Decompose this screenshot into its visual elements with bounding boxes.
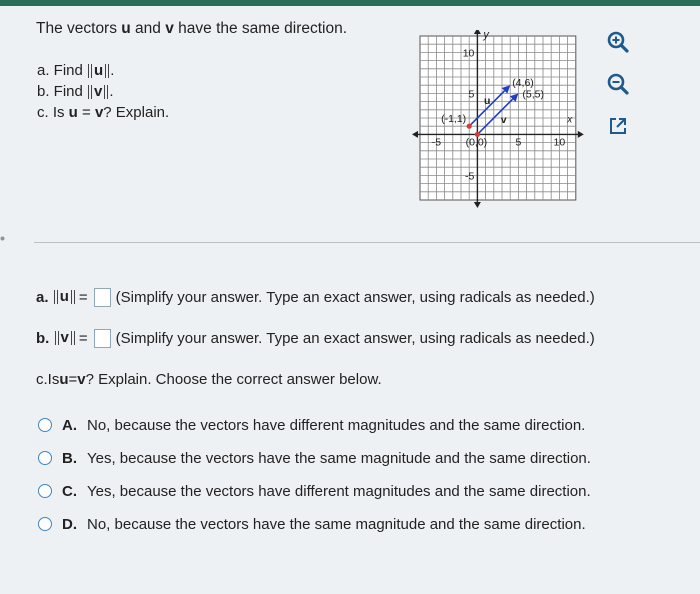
norm-v: v — [88, 85, 108, 99]
norm-u: u — [88, 64, 109, 78]
zoom-out-button[interactable] — [604, 70, 632, 98]
answer-a-row: a. u = (Simplify your answer. Type an exact answer, using radicals as needed.) — [36, 288, 595, 306]
question-parts — [37, 60, 169, 123]
vector-v-label: v — [500, 113, 507, 126]
y-axis-arrow-up — [474, 30, 481, 34]
answer-c-row: c. Is u = v ? Explain. Choose the correct answer below. — [36, 370, 382, 388]
choice-a-radio[interactable] — [38, 418, 52, 432]
x-axis-label: x — [567, 114, 573, 126]
answer-b-hint: (Simplify your answer. Type an exact answer, using radicals as needed.) — [115, 329, 595, 347]
vector-v-symbol: v — [165, 20, 174, 37]
tick-label-y-10: 10 — [462, 47, 475, 60]
tick-label-y-5: 5 — [468, 88, 475, 101]
zoom-in-icon — [604, 28, 632, 56]
question-prompt: The vectors u and v have the same direction. — [36, 20, 348, 37]
point-label-5-5: (5,5) — [522, 88, 544, 101]
choice-a-text: No, because the vectors have different magnitudes and the same direction. — [87, 416, 586, 434]
tick-label-y-neg5: -5 — [465, 170, 475, 183]
point-label-neg1-1: (-1,1) — [441, 113, 467, 126]
vector-u-symbol: u — [121, 20, 131, 37]
answer-b-input[interactable] — [94, 329, 111, 348]
zoom-in-button[interactable] — [604, 28, 632, 56]
answer-a-hint: (Simplify your answer. Type an exact answer, using radicals as needed.) — [115, 288, 595, 306]
question-area — [0, 6, 700, 246]
answer-norm-u: u — [54, 290, 75, 304]
choice-b-text: Yes, because the vectors have the same magnitude and the same direction. — [87, 449, 591, 467]
vector-graph — [412, 30, 590, 216]
answer-choices — [38, 414, 591, 546]
choice-c-radio[interactable] — [38, 484, 52, 498]
answer-b-row: b. v = (Simplify your answer. Type an exact answer, using radicals as needed.) — [36, 329, 595, 347]
choice-d[interactable]: D. No, because the vectors have the same magnitude and the same direction. — [38, 513, 591, 535]
point-neg1-1 — [467, 124, 472, 129]
answer-norm-v: v — [55, 331, 75, 345]
graph-tools — [604, 28, 632, 154]
choice-d-radio[interactable] — [38, 517, 52, 531]
divider-dot — [0, 236, 5, 241]
tick-label-x-5: 5 — [515, 136, 522, 149]
tick-label-x-neg5: -5 — [431, 136, 442, 149]
choice-b-radio[interactable] — [38, 451, 52, 465]
tick-label-x-10: 10 — [553, 136, 566, 149]
x-axis-arrow-right — [578, 131, 584, 138]
section-divider — [34, 242, 700, 243]
y-axis-label: y — [483, 30, 489, 41]
choice-c-text: Yes, because the vectors have different magnitudes and the same direction. — [87, 482, 591, 500]
point-label-4-6: (4,6) — [512, 77, 534, 90]
choice-d-text: No, because the vectors have the same magnitude and the same direction. — [87, 515, 586, 533]
part-b: b. Find v . — [37, 83, 114, 100]
popout-button[interactable] — [604, 112, 632, 140]
y-axis-arrow-down — [474, 202, 481, 208]
popout-icon — [604, 112, 632, 140]
choice-b[interactable]: B. Yes, because the vectors have the same magnitude and the same direction. — [38, 447, 591, 469]
zoom-out-icon — [604, 70, 632, 98]
x-axis-arrow-left — [412, 131, 418, 138]
part-c: c. Is u = v? Explain. — [37, 104, 170, 121]
graph-canvas — [412, 30, 590, 216]
vector-u-label: u — [484, 95, 491, 108]
answer-section — [36, 286, 595, 409]
choice-a[interactable]: A. No, because the vectors have different magnitudes and the same direction. — [38, 414, 591, 436]
answer-a-input[interactable] — [94, 288, 111, 307]
choice-c[interactable]: C. Yes, because the vectors have different magnitudes and the same direction. — [38, 480, 591, 502]
part-a: a. Find u . — [37, 62, 115, 79]
point-label-0-0: (0,0) — [465, 136, 488, 149]
